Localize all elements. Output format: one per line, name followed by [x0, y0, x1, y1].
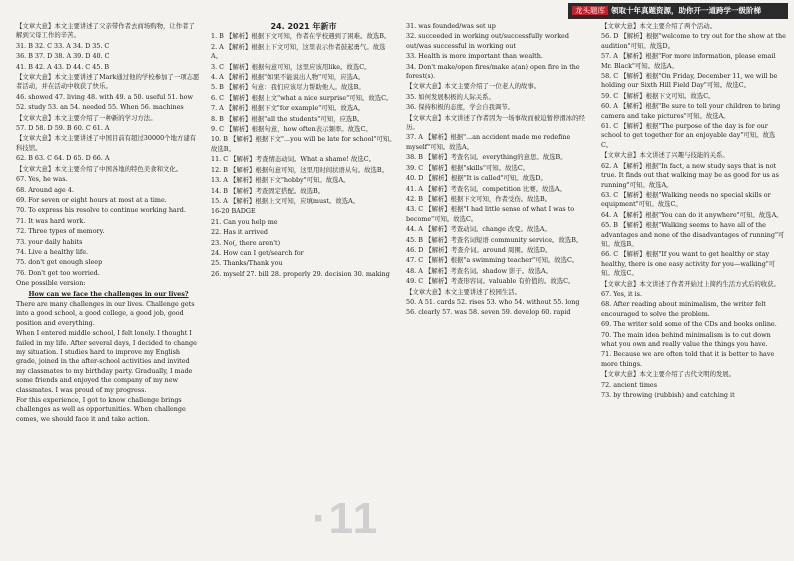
- answer-line: One possible version:: [16, 279, 86, 288]
- answer-line: 52. study 53. an 54. needed 55. When 56. machines: [16, 103, 184, 112]
- answer-line: 63. C 【解析】根据"Walking needs no special skills or equipment"可知。故选C。: [601, 190, 771, 209]
- column-2: [211, 22, 396, 553]
- answer-line: 64. A 【解析】根据"You can do it anywhere"可知。故选A。: [601, 210, 783, 219]
- answer-line: 1. B 【解析】根据下文可知，作者在学校遇到了困难。故选B。: [211, 32, 391, 41]
- answer-line: 31. B 32. C 33. A 34. D 35. C: [16, 41, 110, 50]
- answer-line: 【文章大意】本文讲述了作者开始过上简约生活方式后的收获。: [601, 279, 780, 288]
- answer-line: 36. 保持积极的态度，学会自我调节。: [406, 103, 515, 112]
- answer-line: How can we face the challenges in our lives?: [28, 289, 189, 298]
- answer-line: 72. ancient times: [601, 380, 657, 389]
- answer-line: 【文章大意】本文主要介绍了两个活动。: [601, 22, 717, 30]
- answer-line: When I entered middle school, I felt lonely. I thought I failed in my life. After several days, I decided to change my situation. I studies hard to improve my English grade, joined in the after-school activities and invited my classmates to my birthday party. Gradually, I made some friends and enjoyed the company of my new classmates. I was proud of my progress.: [16, 329, 197, 394]
- answer-line: 6. C 【解析】根据上文"what a nice surprise"可知。故选C。: [211, 93, 393, 102]
- answer-line: 24. How can I get/search for: [211, 248, 304, 257]
- answer-line: 36. B 37. D 38. A 39. D 40. C: [16, 52, 110, 61]
- answer-line: 70. The main idea behind minimalism is to cut down what you own and really value the things you have.: [601, 330, 771, 348]
- answer-line: 14. B 【解析】考查固定搭配。故选B。: [211, 186, 325, 195]
- answer-line: 【文章大意】本文主要讲述了父亲带作者去商场购物，让作者了解到父母工作的辛苦。: [16, 22, 195, 40]
- answer-line: 24. 2021 年新市: [270, 22, 337, 31]
- answer-line: 69. The writer sold some of the CDs and books online.: [601, 320, 777, 329]
- answer-line: 41. A 【解析】考查名词。competition 比赛。故选A。: [406, 184, 566, 193]
- brand-slogan: 领取十年真题资源，助你开一道跨学一级阶梯: [611, 6, 761, 15]
- answer-line: 57. A 【解析】根据"For more information, please email Mr. Black"可知。故选A。: [601, 52, 776, 70]
- answer-line: 16-20 BADGE: [211, 207, 256, 216]
- answer-line: 75. don't get enough sleep: [16, 258, 103, 267]
- answer-line: 71. Because we are often told that it is better to have more things.: [601, 350, 775, 368]
- answer-line: 【文章大意】本文主要介绍了一种新的学习方法。: [16, 113, 157, 122]
- answer-line: 3. C 【解析】根据句意可知，这里应该用like。故选C。: [211, 62, 371, 71]
- answer-line: 12. B 【解析】根据句意可知，这里用时间状语从句。故选B。: [211, 165, 388, 174]
- answer-line: 【文章大意】本文主要讲述了中国目前有超过30000个地方建有科技馆。: [16, 134, 197, 152]
- answer-line: 66. C 【解析】根据"If you want to get healthy or stay healthy, there is one easy activity for you—walking"可知。故选C。: [601, 250, 776, 278]
- answer-line: 73. your daily habits: [16, 237, 83, 246]
- answer-line: 26. myself 27. bill 28. properly 29. decision 30. making: [211, 269, 390, 278]
- answer-line: 60. A 【解析】根据"Be sure to tell your children to bring camera and take pictures"可知。故选A。: [601, 102, 781, 120]
- column-4: [601, 22, 786, 553]
- answer-line: 【文章大意】本文讲述了兴趣与技能的关系。: [601, 151, 729, 160]
- answer-line: 43. C 【解析】根据"I had little sense of what I was to become"可知。故选C。: [406, 205, 575, 223]
- answer-line: 7. A 【解析】根据下文"for example"可知。故选A。: [211, 104, 365, 113]
- answer-line: 67. Yes, it is.: [601, 289, 642, 298]
- answer-line: 15. A 【解析】根据上文可知，应填must。故选A。: [211, 196, 360, 205]
- answer-columns: [16, 22, 786, 553]
- answer-line: 13. A 【解析】根据下文"hobby"可知。故选A。: [211, 176, 350, 185]
- answer-line: 35. 如何发展积极的人际关系。: [406, 92, 495, 101]
- answer-line: 46. showed 47. living 48. with 49. a 50. useful 51. how: [16, 92, 194, 101]
- answer-line: 9. C 【解析】根据句意，how often表示频率。故选C。: [211, 125, 372, 134]
- answer-line: 5. B 【解析】句意：我们应该尽力帮助他人。故选B。: [211, 83, 365, 92]
- answer-line: 38. B 【解析】考查名词。everything的意思。故选B。: [406, 153, 567, 162]
- answer-line: 2. A 【解析】根据上下文可知，这里表示作者鼓起勇气。故选A。: [211, 42, 386, 61]
- answer-line: 【文章大意】本文主要讲述了Mark通过他的学校参加了一项志愿者活动，并在活动中收获了快乐。: [16, 73, 200, 91]
- answer-line: 33. Health is more important than wealth.: [406, 52, 543, 61]
- answer-line: 【文章大意】本文讲述了作者因为一场事故而被迫暂停滑冰的经历。: [406, 113, 585, 132]
- answer-line: 48. A 【解析】考查名词。shadow 影子。故选A。: [406, 266, 552, 275]
- answer-line: 39. C 【解析】根据"skills"可知。故选C。: [406, 163, 530, 172]
- answer-line: 4. A 【解析】根据"如果不能说出人物"可知，应选A。: [211, 73, 365, 82]
- answer-line: 22. Has it arrived: [211, 228, 268, 237]
- answer-line: 68. Around age 4.: [16, 185, 74, 194]
- answer-line: 32. succeeded in working out/successfully worked out/was successful in working out: [406, 32, 569, 50]
- answer-line: 【文章大意】本文主要讲述了校园生活。: [406, 287, 522, 296]
- answer-line: 58. C 【解析】根据"On Friday, December 11, we will be holding our Sixth Hill Field Day"可知。故选C。: [601, 72, 778, 90]
- answer-line: 【文章大意】本文主要介绍了一位老人的故事。: [406, 82, 541, 91]
- answer-line: 50. A 51. cards 52. rises 53. who 54. without 55. long: [406, 297, 580, 306]
- answer-line: 31. was founded/was set up: [406, 22, 496, 30]
- answer-line: 47. C 【解析】根据"a swimming teacher"可知。故选C。: [406, 256, 579, 265]
- answer-line: 67. Yes, he was.: [16, 175, 68, 184]
- answer-line: 23. No(, there aren't): [211, 238, 281, 247]
- answer-line: 76. Don't get too worried.: [16, 268, 100, 277]
- answer-line: 56. D 【解析】根据"welcome to try out for the show at the audition"可知。故选D。: [601, 32, 786, 50]
- answer-line: 【文章大意】本文主要介绍了古代文明的发展。: [601, 370, 736, 379]
- brand-banner: [568, 3, 788, 19]
- page-number-watermark: ·11: [312, 494, 380, 543]
- answer-line: 62. B 63. C 64. D 65. D 66. A: [16, 154, 110, 163]
- answer-line: 40. D 【解析】根据"It is called"可知。故选D。: [406, 174, 547, 183]
- answer-line: 73. by throwing (rubbish) and catching it: [601, 391, 735, 400]
- answer-line: 68. After reading about minimalism, the writer felt encouraged to solve the problem.: [601, 300, 766, 318]
- column-1: [16, 22, 201, 553]
- answer-line: 45. B 【解析】考查名词短语 community service。故选B。: [406, 235, 583, 244]
- answer-line: 61. C 【解析】根据"The purpose of the day is for our school to get together for an enjoyable day"可知。故选C。: [601, 122, 776, 149]
- answer-line: 71. It was hard work.: [16, 216, 86, 225]
- answer-line: 69. For seven or eight hours at most at a time.: [16, 195, 167, 204]
- answer-line: 74. Live a healthy life.: [16, 247, 89, 256]
- answer-line: 11. C 【解析】考查情态动词。What a shame! 故选C。: [211, 155, 376, 164]
- answer-line: 65. B 【解析】根据"Walking seems to have all of the advantages and none of the disadvantages of running"可知。故选B。: [601, 221, 785, 248]
- answer-line: 21. Can you help me: [211, 217, 278, 226]
- answer-line: 56. clearly 57. was 58. seven 59. develop 60. rapid: [406, 308, 571, 317]
- answer-line: 10. B 【解析】根据下文"...you will be late for school"可知。故选B。: [211, 135, 396, 153]
- answer-line: There are many challenges in our lives. Challenge gets into a good school, a good college, a good job, good position and everything.: [16, 299, 195, 327]
- answer-line: 37. A 【解析】根据"...an accident made me redefine myself"可知。故选A。: [406, 133, 571, 151]
- answer-line: 62. A 【解析】根据"In fact, a new study says that is not true. It finds out that walking may be as good for us as running"可知。故选A。: [601, 161, 779, 189]
- answer-line: 72. Three types of memory.: [16, 227, 105, 236]
- answer-line: 34. Don't make/open fires/make a(an) open fire in the forest(s).: [406, 62, 580, 81]
- answer-line: For this experience, I got to know challenge brings challenges as well as opportunities. When challenge comes, we should face it and take action.: [16, 396, 186, 423]
- answer-line: 49. C 【解析】考查形容词。valuable 有价值的。故选C。: [406, 277, 575, 286]
- brand-name: 龙头题库: [572, 6, 608, 15]
- answer-line: 8. B 【解析】根据"all the students"可知，应选B。: [211, 114, 364, 123]
- answer-line: 59. C 【解析】根据下文可知。故选C。: [601, 91, 715, 100]
- answer-line: 【文章大意】本文主要介绍了中国各地的特色美食和文化。: [16, 164, 183, 173]
- answer-line: 42. B 【解析】根据下文可知，作者受伤。故选B。: [406, 194, 552, 203]
- answer-line: 41. B 42. A 43. D 44. C 45. B: [16, 62, 110, 71]
- answer-line: 44. A 【解析】考查动词。change 改变。故选A。: [406, 225, 551, 234]
- answer-line: 70. To express his resolve to continue working hard.: [16, 206, 186, 215]
- answer-line: 57. D 58. D 59. B 60. C 61. A: [16, 124, 110, 133]
- answer-line: 46. D 【解析】考查介词。around 周围。故选D。: [406, 245, 552, 254]
- column-3: [406, 22, 591, 553]
- answer-line: 25. Thanks/Thank you: [211, 259, 283, 268]
